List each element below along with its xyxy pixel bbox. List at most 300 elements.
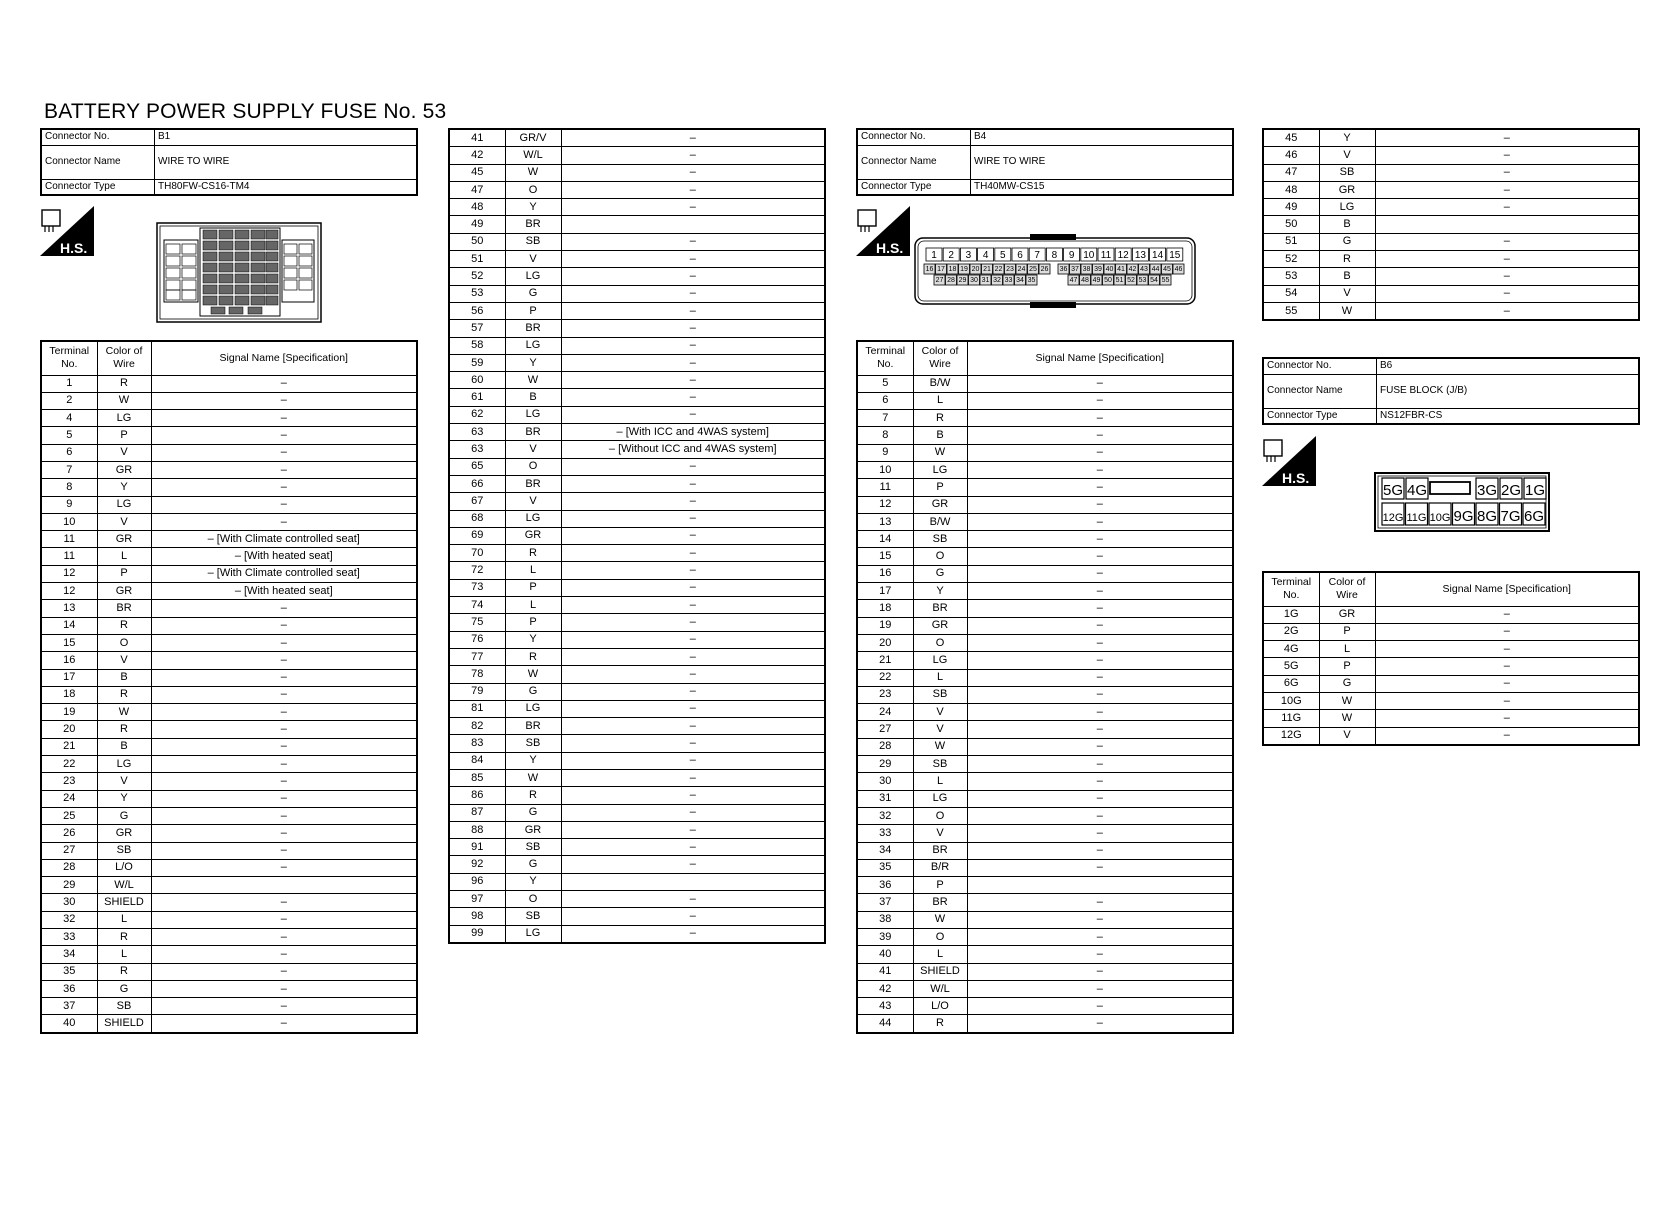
table-row xyxy=(449,908,825,925)
table-row xyxy=(857,427,1233,444)
signal-name-cell: – xyxy=(151,842,417,859)
table-row xyxy=(1263,623,1639,640)
terminal-no-cell: 18 xyxy=(41,686,97,703)
terminal-no-cell: 59 xyxy=(449,354,505,371)
terminal-no-cell: 28 xyxy=(41,859,97,876)
table-row xyxy=(41,634,417,651)
connector-pin-label: 53 xyxy=(1138,277,1147,284)
signal-name-cell: – xyxy=(561,302,825,319)
wire-color-cell: B xyxy=(1319,216,1375,233)
wire-color-cell: P xyxy=(505,302,561,319)
table-row xyxy=(449,354,825,371)
signal-name-cell: – xyxy=(967,980,1233,997)
terminal-no-cell: 57 xyxy=(449,320,505,337)
terminal-no-cell: 14 xyxy=(41,617,97,634)
table-row xyxy=(449,320,825,337)
table-row xyxy=(449,424,825,441)
table-row xyxy=(41,496,417,513)
terminal-no-cell: 22 xyxy=(41,756,97,773)
wire-color-cell: SB xyxy=(505,908,561,925)
table-row xyxy=(41,410,417,427)
table-row xyxy=(1263,147,1639,164)
connector-pin-label: 30 xyxy=(970,277,978,284)
terminal-no-cell: 36 xyxy=(857,877,913,894)
wire-color-cell: L xyxy=(97,911,151,928)
table-row xyxy=(449,493,825,510)
signal-name-cell: – xyxy=(151,479,417,496)
wire-color-cell: O xyxy=(913,634,967,651)
terminal-no-cell: 46 xyxy=(1263,147,1319,164)
terminal-no-cell: 24 xyxy=(857,704,913,721)
terminal-no-cell: 53 xyxy=(449,285,505,302)
wire-color-cell: SB xyxy=(1319,164,1375,181)
connector-name-value: WIRE TO WIRE xyxy=(155,145,418,179)
connector-pin-label: 9 xyxy=(1068,250,1075,261)
table-row xyxy=(857,756,1233,773)
signal-name-cell: – xyxy=(151,410,417,427)
connector-type-label: Connector Type xyxy=(1263,408,1377,424)
wire-color-cell: GR xyxy=(97,825,151,842)
table-row xyxy=(41,911,417,928)
connector-pin-label: 5G xyxy=(1382,482,1404,499)
table-row xyxy=(857,929,1233,946)
color-of-wire-header: Color of Wire xyxy=(97,341,151,375)
connector-name-label: Connector Name xyxy=(857,145,971,179)
wire-color-cell: B/R xyxy=(913,859,967,876)
terminal-no-cell: 4 xyxy=(41,410,97,427)
terminal-no-cell: 11 xyxy=(41,531,97,548)
table-row xyxy=(449,752,825,769)
terminal-no-cell: 11G xyxy=(1263,710,1319,727)
terminal-no-cell: 52 xyxy=(449,268,505,285)
wire-color-cell: O xyxy=(97,634,151,651)
wire-color-cell: V xyxy=(97,652,151,669)
connector-pin-label: 2 xyxy=(948,250,954,261)
wire-color-cell: W xyxy=(505,164,561,181)
terminal-no-cell: 44 xyxy=(857,1015,913,1033)
terminal-no-cell: 41 xyxy=(857,963,913,980)
terminal-no-cell: 19 xyxy=(41,704,97,721)
terminal-no-cell: 8 xyxy=(857,427,913,444)
signal-name-header: Signal Name [Specification] xyxy=(1375,572,1639,606)
table-row xyxy=(41,583,417,600)
signal-name-cell: – xyxy=(151,963,417,980)
table-row xyxy=(41,756,417,773)
connector-pin-label: 46 xyxy=(1174,266,1183,273)
table-row xyxy=(857,410,1233,427)
terminal-no-header: Terminal No. xyxy=(857,341,913,375)
terminal-no-cell: 10 xyxy=(857,461,913,478)
signal-name-cell: – xyxy=(151,756,417,773)
wire-color-cell: P xyxy=(1319,658,1375,675)
terminal-no-cell: 45 xyxy=(449,164,505,181)
wire-color-cell: W xyxy=(505,666,561,683)
signal-name-cell: – xyxy=(151,634,417,651)
signal-name-cell: – xyxy=(561,493,825,510)
harness-side-icon xyxy=(856,206,910,256)
signal-name-cell: – xyxy=(1375,606,1639,623)
connector-pin-label: 34 xyxy=(1016,277,1024,284)
table-row xyxy=(449,441,825,458)
table-row xyxy=(449,458,825,475)
signal-name-cell: – xyxy=(561,839,825,856)
signal-name-cell: – xyxy=(151,617,417,634)
signal-name-cell: – xyxy=(967,548,1233,565)
terminal-no-cell: 49 xyxy=(449,216,505,233)
signal-name-cell: – xyxy=(967,565,1233,582)
connector-no-label: Connector No. xyxy=(1263,358,1377,374)
wire-color-cell: B xyxy=(913,427,967,444)
wire-color-cell: BR xyxy=(97,600,151,617)
wire-color-cell: LG xyxy=(505,268,561,285)
connector-info-b1 xyxy=(40,128,418,196)
wire-color-cell: LG xyxy=(913,461,967,478)
signal-name-cell: – xyxy=(967,756,1233,773)
signal-name-cell: – xyxy=(967,704,1233,721)
connector-pin-label: 20 xyxy=(971,266,980,273)
signal-name-cell: – xyxy=(151,946,417,963)
terminal-no-cell: 33 xyxy=(41,929,97,946)
terminal-no-cell: 88 xyxy=(449,821,505,838)
signal-name-cell: – xyxy=(967,963,1233,980)
table-row xyxy=(41,807,417,824)
table-row xyxy=(449,787,825,804)
terminal-no-cell: 37 xyxy=(41,998,97,1015)
wire-color-cell: LG xyxy=(913,790,967,807)
signal-name-cell: – [With Climate controlled seat] xyxy=(151,565,417,582)
wire-color-cell: G xyxy=(97,807,151,824)
connector-name-label: Connector Name xyxy=(1263,374,1377,408)
table-row xyxy=(449,337,825,354)
table-row xyxy=(857,686,1233,703)
terminal-no-cell: 5 xyxy=(857,375,913,392)
terminal-no-cell: 27 xyxy=(41,842,97,859)
wire-color-cell: W xyxy=(97,392,151,409)
terminal-no-cell: 72 xyxy=(449,562,505,579)
signal-name-cell: – xyxy=(967,721,1233,738)
connector-pin-label: 4 xyxy=(982,250,989,261)
wire-color-cell: G xyxy=(505,856,561,873)
terminal-no-cell: 98 xyxy=(449,908,505,925)
signal-name-cell: – xyxy=(1375,147,1639,164)
terminal-no-cell: 35 xyxy=(857,859,913,876)
connector-pin-label: 7 xyxy=(1034,250,1040,261)
wire-color-cell: W/L xyxy=(505,147,561,164)
signal-name-cell: – xyxy=(561,527,825,544)
signal-name-cell: – xyxy=(967,375,1233,392)
table-row xyxy=(41,877,417,894)
wire-color-cell: Y xyxy=(505,873,561,890)
signal-name-cell: – xyxy=(561,735,825,752)
table-row xyxy=(857,461,1233,478)
terminal-no-cell: 5 xyxy=(41,427,97,444)
terminal-no-cell: 77 xyxy=(449,648,505,665)
connector-pin-label: 49 xyxy=(1092,277,1101,284)
connector-pin-label: 33 xyxy=(1004,277,1013,284)
terminal-no-cell: 21 xyxy=(857,652,913,669)
table-row xyxy=(857,877,1233,894)
wire-color-cell: G xyxy=(1319,233,1375,250)
table-row xyxy=(857,773,1233,790)
table-row xyxy=(857,513,1233,530)
wire-color-cell: W xyxy=(1319,710,1375,727)
wire-color-cell: BR xyxy=(913,842,967,859)
connector-pin-label: 28 xyxy=(947,277,955,284)
connector-pin-label: 55 xyxy=(1161,277,1170,284)
wire-color-cell: L xyxy=(97,548,151,565)
wire-color-cell: V xyxy=(913,721,967,738)
connector-type-value: NS12FBR-CS xyxy=(1377,408,1640,424)
terminal-no-cell: 28 xyxy=(857,738,913,755)
connector-no-value: B4 xyxy=(971,129,1234,145)
wire-color-cell: W xyxy=(913,738,967,755)
wire-color-cell: GR xyxy=(1319,181,1375,198)
table-row xyxy=(857,911,1233,928)
wire-color-cell: Y xyxy=(505,354,561,371)
wire-color-cell: BR xyxy=(505,216,561,233)
terminal-no-cell: 1 xyxy=(41,375,97,392)
table-row xyxy=(1263,675,1639,692)
wire-color-cell: W/L xyxy=(913,980,967,997)
wire-color-cell: L xyxy=(97,946,151,963)
signal-name-cell: – xyxy=(151,686,417,703)
connector-pin-label: 36 xyxy=(1059,266,1068,273)
signal-name-cell xyxy=(151,877,417,894)
signal-name-cell: – xyxy=(561,631,825,648)
table-row xyxy=(857,998,1233,1015)
wire-color-cell: Y xyxy=(97,790,151,807)
table-row xyxy=(1263,251,1639,268)
signal-name-cell: – xyxy=(561,285,825,302)
signal-name-cell: – xyxy=(967,911,1233,928)
table-row xyxy=(857,946,1233,963)
connector-pin-label: 19 xyxy=(960,266,968,273)
connector-pin-label: 11 xyxy=(1100,250,1112,261)
signal-name-cell: – xyxy=(561,320,825,337)
table-row xyxy=(449,648,825,665)
table-row xyxy=(41,704,417,721)
wire-color-cell: O xyxy=(505,181,561,198)
signal-name-cell: – xyxy=(151,496,417,513)
table-row xyxy=(41,600,417,617)
signal-name-cell: – xyxy=(967,894,1233,911)
table-row xyxy=(857,859,1233,876)
connector-pin-label: 8G xyxy=(1476,508,1498,525)
table-row xyxy=(857,496,1233,513)
connector-name-value: WIRE TO WIRE xyxy=(971,145,1234,179)
connector-info-b4 xyxy=(856,128,1234,196)
table-row xyxy=(857,565,1233,582)
table-row xyxy=(1263,129,1639,147)
signal-name-cell: – xyxy=(967,427,1233,444)
wire-color-cell: SB xyxy=(913,531,967,548)
terminal-table-b1 xyxy=(40,340,418,1034)
table-row xyxy=(449,614,825,631)
signal-name-cell: – xyxy=(561,804,825,821)
table-row xyxy=(857,375,1233,392)
table-row xyxy=(449,527,825,544)
table-row xyxy=(449,199,825,216)
terminal-no-cell: 29 xyxy=(857,756,913,773)
table-row xyxy=(41,461,417,478)
terminal-no-cell: 67 xyxy=(449,493,505,510)
table-row xyxy=(449,683,825,700)
table-row xyxy=(1263,692,1639,709)
table-row xyxy=(41,790,417,807)
terminal-no-cell: 13 xyxy=(857,513,913,530)
table-row xyxy=(857,894,1233,911)
wire-color-cell: SHIELD xyxy=(913,963,967,980)
table-row xyxy=(1263,710,1639,727)
table-row xyxy=(857,704,1233,721)
signal-name-cell xyxy=(967,877,1233,894)
connector-no-label: Connector No. xyxy=(857,129,971,145)
table-row xyxy=(449,666,825,683)
signal-name-cell: – xyxy=(967,531,1233,548)
connector-pin-label: 29 xyxy=(958,277,967,284)
terminal-no-cell: 14 xyxy=(857,531,913,548)
signal-name-cell: – xyxy=(967,825,1233,842)
table-row xyxy=(449,718,825,735)
wire-color-cell: W xyxy=(1319,302,1375,320)
signal-name-cell: – xyxy=(967,946,1233,963)
signal-name-cell: – xyxy=(151,444,417,461)
connector-pin-label: 5 xyxy=(1000,250,1006,261)
table-row xyxy=(857,392,1233,409)
wire-color-cell: G xyxy=(505,683,561,700)
signal-name-cell: – xyxy=(1375,199,1639,216)
signal-name-cell: – xyxy=(967,929,1233,946)
signal-name-cell: – xyxy=(1375,302,1639,320)
table-row xyxy=(1263,268,1639,285)
signal-name-cell: – xyxy=(1375,129,1639,147)
terminal-no-cell: 45 xyxy=(1263,129,1319,147)
table-row xyxy=(1263,199,1639,216)
table-row xyxy=(1263,606,1639,623)
terminal-no-cell: 31 xyxy=(857,790,913,807)
table-row xyxy=(449,631,825,648)
terminal-no-cell: 50 xyxy=(449,233,505,250)
terminal-no-cell: 42 xyxy=(857,980,913,997)
signal-name-cell: – xyxy=(1375,710,1639,727)
connector-pin-label: 24 xyxy=(1017,266,1026,273)
wire-color-cell: R xyxy=(97,929,151,946)
table-row xyxy=(41,825,417,842)
connector-pin-label: 6 xyxy=(1017,250,1023,261)
terminal-no-cell: 92 xyxy=(449,856,505,873)
table-row xyxy=(1263,216,1639,233)
connector-pin-label: 10 xyxy=(1083,250,1095,261)
connector-no-value: B1 xyxy=(155,129,418,145)
signal-name-cell: – xyxy=(151,911,417,928)
wire-color-cell: V xyxy=(97,513,151,530)
table-row xyxy=(1263,164,1639,181)
signal-name-cell: – xyxy=(967,686,1233,703)
wire-color-cell: W xyxy=(505,372,561,389)
terminal-no-cell: 34 xyxy=(41,946,97,963)
wire-color-cell: R xyxy=(505,545,561,562)
signal-name-cell: – xyxy=(561,856,825,873)
wire-color-cell: P xyxy=(97,427,151,444)
terminal-no-header: Terminal No. xyxy=(1263,572,1319,606)
connector-pin-label: 26 xyxy=(1040,266,1049,273)
wire-color-cell: BR xyxy=(505,475,561,492)
signal-name-cell: – xyxy=(151,807,417,824)
connector-pin-label: 54 xyxy=(1150,277,1158,284)
hs-label: H.S. xyxy=(876,240,904,256)
terminal-no-cell: 84 xyxy=(449,752,505,769)
signal-name-cell: – xyxy=(561,147,825,164)
terminal-no-cell: 13 xyxy=(41,600,97,617)
table-row xyxy=(449,545,825,562)
terminal-no-cell: 23 xyxy=(41,773,97,790)
signal-name-cell: – xyxy=(967,461,1233,478)
connector-pin-label: 16 xyxy=(925,266,934,273)
wire-color-cell: V xyxy=(97,444,151,461)
signal-name-cell: – xyxy=(561,908,825,925)
signal-name-cell: – xyxy=(1375,164,1639,181)
signal-name-cell: – xyxy=(967,496,1233,513)
table-row xyxy=(1263,658,1639,675)
table-row xyxy=(449,475,825,492)
connector-pin-label: 1G xyxy=(1524,482,1546,499)
signal-name-cell: – xyxy=(967,513,1233,530)
table-row xyxy=(449,147,825,164)
signal-name-cell: – xyxy=(967,634,1233,651)
color-of-wire-header: Color of Wire xyxy=(1319,572,1375,606)
connector-pin-label: 45 xyxy=(1163,266,1171,273)
connector-pin-label: 32 xyxy=(993,277,1001,284)
connector-pin-label: 47 xyxy=(1069,277,1078,284)
signal-name-cell: – xyxy=(967,392,1233,409)
table-row xyxy=(857,531,1233,548)
wire-color-cell: GR xyxy=(913,617,967,634)
terminal-no-cell: 51 xyxy=(449,251,505,268)
terminal-no-cell: 56 xyxy=(449,302,505,319)
signal-name-cell: – xyxy=(967,842,1233,859)
table-row xyxy=(41,842,417,859)
signal-name-cell: – xyxy=(967,738,1233,755)
wire-color-cell: L/O xyxy=(913,998,967,1015)
table-row xyxy=(41,617,417,634)
wire-color-cell: P xyxy=(505,614,561,631)
connector-info-b6 xyxy=(1262,357,1640,425)
terminal-no-cell: 36 xyxy=(41,980,97,997)
table-row xyxy=(449,804,825,821)
connector-no-label: Connector No. xyxy=(41,129,155,145)
wire-color-cell: SB xyxy=(913,756,967,773)
table-row xyxy=(449,372,825,389)
terminal-no-cell: 32 xyxy=(41,911,97,928)
wire-color-cell: O xyxy=(913,548,967,565)
connector-pin-label: 8 xyxy=(1051,250,1058,261)
signal-name-cell: – xyxy=(967,1015,1233,1033)
signal-name-header: Signal Name [Specification] xyxy=(967,341,1233,375)
terminal-no-cell: 29 xyxy=(41,877,97,894)
terminal-no-cell: 35 xyxy=(41,963,97,980)
terminal-no-cell: 5G xyxy=(1263,658,1319,675)
signal-name-cell: – xyxy=(561,597,825,614)
terminal-no-cell: 24 xyxy=(41,790,97,807)
terminal-no-cell: 69 xyxy=(449,527,505,544)
table-row xyxy=(41,548,417,565)
wire-color-cell: R xyxy=(1319,251,1375,268)
connector-pin-label: 1 xyxy=(931,250,937,261)
wire-color-cell: GR xyxy=(97,583,151,600)
signal-name-cell: – xyxy=(561,129,825,147)
connector-face-b4 xyxy=(914,234,1196,308)
signal-name-cell: – xyxy=(151,669,417,686)
